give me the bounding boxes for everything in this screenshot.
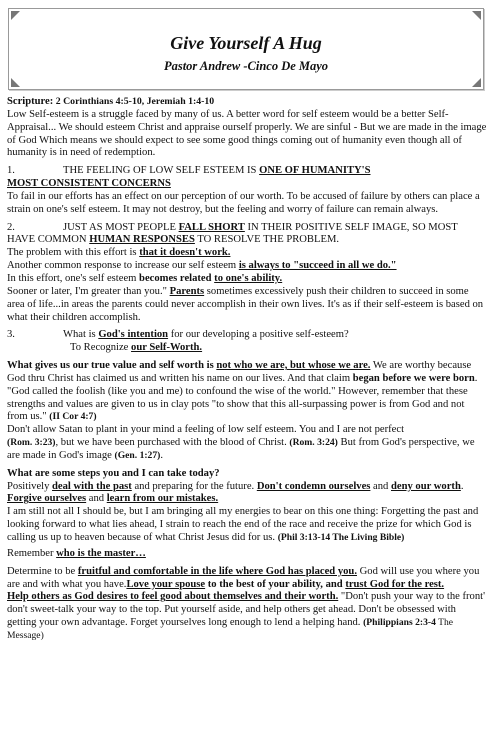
help-paragraph: Help others as God desires to feel good about themselves and their worth. "Don't push your way to the front' don't sweet-talk your way to the top. Put yourself aside, and help others get ahead. Don't be obsessed with getting your own advantage. Forget yourselves long enough to lend a helping hand. (Philippians 2:3-4 The Message): [7, 591, 485, 641]
frame-corner: [472, 78, 481, 87]
point-2-paragraph: Sooner or later, I'm greater than you." Parents sometimes excessively push their children to succeed in some area of life...in areas the parents could never accomplish in their own lives. It's as if their self-esteem is based on what their children accomplish.: [7, 285, 484, 323]
point-1-heading-cont: MOST CONSISTENT CONCERNS: [7, 178, 171, 190]
worth-paragraph: What gives us our true value and self worth is not who we are, but whose we are. We are worthy because God thru Christ has claimed us and written his name on our lives. And that claim began before we were born.: [7, 360, 478, 384]
intro-paragraph: Low Self-esteem is a struggle faced by many of us. A better word for self esteem would be a better Self-Appraisal... We should esteem Christ and appraise ourself properly. We are sinful - But we are made in the image of God Which means we should expect to see some good things coming out of humanity even though all of humanity is in need of redemption.: [7, 108, 487, 159]
steps-question: What are some steps you and I can take today?: [7, 467, 220, 479]
point-2-line: In this effort, one's self esteem becomes related to one's ability.: [7, 272, 283, 284]
page-title: Give Yourself A Hug: [170, 33, 322, 53]
steps-paragraph: Positively deal with the past and preparing for the future. Don't condemn ourselves and deny our worth. Forgive ourselves and learn from our mistakes.: [7, 480, 464, 505]
frame-corner: [11, 78, 20, 87]
scripture-refs: 2 Corinthians 4:5-10, Jeremiah 1:4-10: [53, 96, 215, 107]
scripture-label: Scripture:: [7, 96, 54, 107]
point-1-heading: 1. THE FEELING OF LOW SELF ESTEEM IS ONE OF HUMANITY'S: [7, 165, 371, 177]
title-frame: [8, 8, 484, 90]
sermon-body: [7, 96, 487, 643]
point-2-line: Another common response to increase our self esteem is always to "succeed in all we do.": [7, 260, 397, 272]
point-1-emphasis: ONE OF HUMANITY'S: [259, 165, 371, 177]
point-3-heading: 3. What is God's intention for our developing a positive self-esteem?: [7, 329, 349, 341]
closing-paragraph: Determine to be fruitful and comfortable in the life where God has placed you. God will use you where you are and with what you have.Love your spouse to the best of your ability, and trust God for the rest.: [7, 565, 480, 590]
scripture-line: [7, 96, 487, 109]
point-2-line: The problem with this effort is that it doesn't work.: [7, 247, 231, 259]
frame-corner: [472, 11, 481, 20]
satan-paragraph: Don't allow Satan to plant in your mind a feeling of low self esteem. You and I are not perfect (Rom. 3:23), but we have been purchased with the blood of Christ. (Rom. 3:24) But from God's perspective, we are made in God's image (Gen. 1:27).: [7, 424, 475, 461]
point-2-heading: 2. JUST AS MOST PEOPLE FALL SHORT IN THEIR POSITIVE SELF IMAGE, SO MOST: [7, 221, 458, 233]
point-2-heading-cont: HAVE COMMON HUMAN RESPONSES TO RESOLVE THE PROBLEM.: [7, 234, 340, 246]
page-subtitle: Pastor Andrew -Cinco De Mayo: [163, 59, 329, 73]
point-3-subheading: To Recognize our Self-Worth.: [70, 342, 203, 354]
remember-line: Remember who is the master…: [7, 547, 146, 559]
point-1-text: To fail in our efforts has an effect on our perception of our worth. To be accused of failure by others can place a strain on one's self esteem. It may not destroy, but the feeling and worry of failure can remain always.: [7, 190, 480, 215]
frame-corner: [11, 11, 20, 20]
quote-paragraph: "God called the foolish (like you and me) to confound the wise of the world." However, remember that these strengths and values are given to us in clay pots "to show that this all-surpassing power is from God and not from us." (II Cor 4:7): [7, 385, 468, 423]
point-number: 1.: [7, 165, 15, 177]
still-paragraph: I am still not all I should be, but I am bringing all my energies to bear on this one thing: Forgetting the past and looking forward to what lies ahead, I strain to reach the end of the race and receive the prize for which God is calling us up to heaven because of what Christ Jesus did for us. (Phil 3:13-14 The Living Bible): [7, 506, 479, 543]
